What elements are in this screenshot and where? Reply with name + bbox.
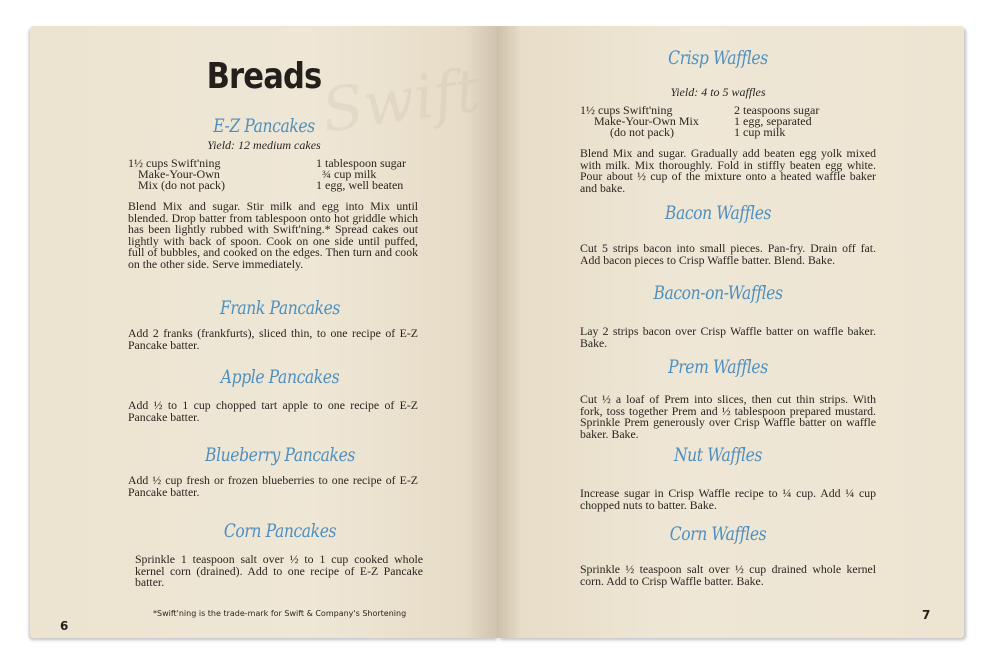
ingredient: ¾ cup milk — [322, 167, 377, 181]
crisp-waffles-directions: Blend Mix and sugar. Gradually add beaten egg yolk mixed with milk. Mix thoroughly. Fold in stiffly beaten egg white. Pour about ½ cup of the mixture onto a heated waffle baker and bake. — [580, 146, 876, 195]
ingredient: 1 cup milk — [734, 125, 786, 139]
apple-pancakes-directions: Add ½ to 1 cup chopped tart apple to one recipe of E-Z Pancake batter. — [128, 398, 418, 424]
blueberry-pancakes-heading: Blueberry Pancakes — [205, 444, 355, 466]
apple-pancakes-heading: Apple Pancakes — [220, 366, 340, 388]
ingredient: 1 egg, separated — [734, 114, 812, 128]
trademark-footnote: *Swift'ning is the trade-mark for Swift & Company's Shortening — [153, 609, 407, 618]
prem-waffles-heading: Prem Waffles — [668, 356, 768, 378]
bacon-waffles-heading: Bacon Waffles — [664, 202, 772, 224]
corn-pancakes-heading: Corn Pancakes — [223, 520, 337, 542]
ingredient: Mix (do not pack) — [138, 178, 225, 192]
bacon-on-waffles-heading: Bacon-on-Waffles — [653, 282, 783, 304]
ez-pancakes-heading: E-Z Pancakes — [213, 115, 315, 137]
frank-pancakes-directions: Add 2 franks (frankfurts), sliced thin, to one recipe of E-Z Pancake batter. — [128, 326, 418, 352]
prem-waffles-directions: Cut ½ a loaf of Prem into slices, then cut thin strips. With fork, toss together Prem and ½ tablespoon prepared mustard. Sprinkle Prem generously over Crisp Waffle batter on waffle baker. Bake. — [580, 392, 876, 441]
ingredient: 1½ cups Swift'ning — [580, 103, 673, 117]
crisp-waffles-ingredients-left — [580, 105, 699, 138]
crisp-waffles-ingredients-right — [734, 105, 819, 138]
ingredient: 2 teaspoons sugar — [734, 103, 820, 117]
crisp-waffles-heading: Crisp Waffles — [668, 47, 768, 69]
bacon-waffles-directions: Cut 5 strips bacon into small pieces. Pan-fry. Drain off fat. Add bacon pieces to Crisp Waffle batter. Blend. Bake. — [580, 241, 876, 267]
ez-pancakes-ingredients-right — [316, 158, 406, 191]
crisp-waffles-yield: Yield: 4 to 5 waffles — [670, 85, 766, 99]
bacon-on-waffles-directions: Lay 2 strips bacon over Crisp Waffle batter on waffle baker. Bake. — [580, 324, 876, 350]
blueberry-pancakes-directions: Add ½ cup fresh or frozen blueberries to one recipe of E-Z Pancake batter. — [128, 473, 418, 499]
ingredient: Make-Your-Own Mix — [594, 114, 699, 128]
page-number-right: 7 — [922, 608, 931, 622]
booklet-spread — [30, 26, 964, 638]
page-title: Breads — [206, 56, 322, 97]
ez-pancakes-directions: Blend Mix and sugar. Stir milk and egg into Mix until blended. Drop batter from tablespoon onto hot griddle which has been lightly rubbed with Swift'ning.* Spread cakes out lightly with back of spoon. Cook on one side until puffed, full of bubbles, and cooked on the edges. Then turn and cook on the other side. Serve immediately. — [128, 199, 418, 271]
show-through-watermark: Swift — [317, 55, 485, 147]
ingredient: Make-Your-Own — [138, 167, 220, 181]
left-page — [30, 26, 498, 638]
ingredient: (do not pack) — [610, 125, 674, 139]
nut-waffles-heading: Nut Waffles — [673, 444, 763, 466]
page-number-left: 6 — [60, 619, 69, 633]
ingredient: 1 tablespoon sugar — [316, 156, 406, 170]
ingredient: 1 egg, well beaten — [316, 178, 404, 192]
right-page — [498, 26, 964, 638]
frank-pancakes-heading: Frank Pancakes — [219, 297, 341, 319]
ingredient: 1½ cups Swift'ning — [128, 156, 221, 170]
corn-pancakes-directions: Sprinkle 1 teaspoon salt over ½ to 1 cup cooked whole kernel corn (drained). Add to one recipe of E-Z Pancake batter. — [135, 552, 423, 589]
nut-waffles-directions: Increase sugar in Crisp Waffle recipe to ¼ cup. Add ¼ cup chopped nuts to batter. Bake. — [580, 486, 876, 512]
corn-waffles-heading: Corn Waffles — [669, 523, 767, 545]
corn-waffles-directions: Sprinkle ½ teaspoon salt over ½ cup drained whole kernel corn. Add to Crisp Waffle batter. Bake. — [580, 562, 876, 588]
ez-pancakes-yield: Yield: 12 medium cakes — [207, 138, 321, 152]
ez-pancakes-ingredients-left — [128, 158, 225, 191]
